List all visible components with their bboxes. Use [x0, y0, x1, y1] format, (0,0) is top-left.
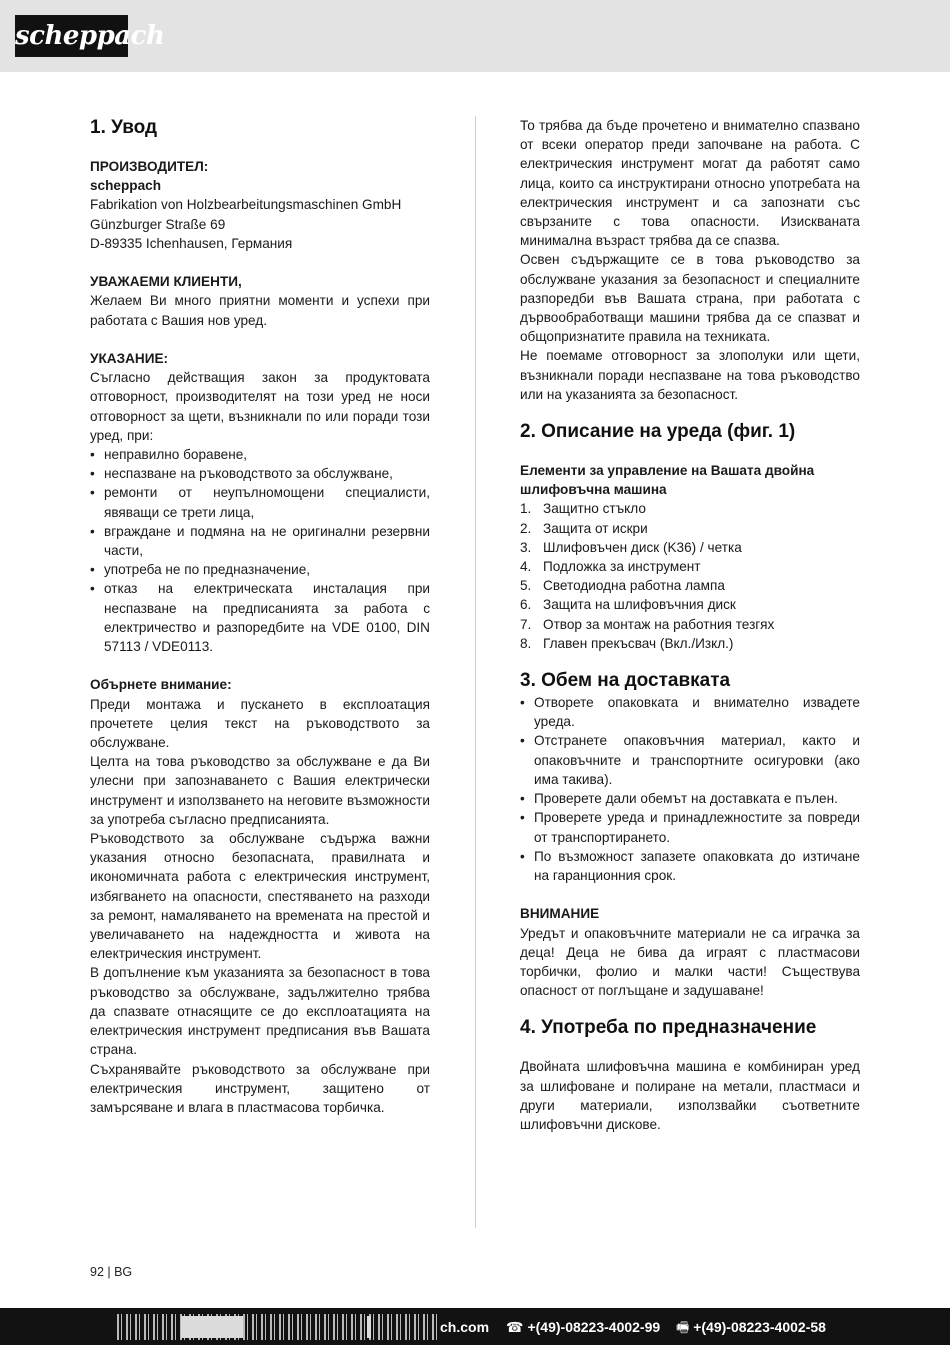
list-item: • ремонти от неупълномощени специалисти, явяващи се трети лица, — [90, 483, 430, 521]
right-column — [520, 116, 860, 1134]
warning-text: Уредът и опаковъчните материали не са играчка за деца! Деца не бива да играят с пластмасови торбички, фолио и малки части! Съществува опасност от поглъщане и задушаване! — [520, 925, 860, 999]
list-item: • Проверете уреда и принадлежностите за повреди от транспортирането. — [520, 808, 860, 846]
list-item: • неспазване на ръководството за обслужване, — [90, 464, 430, 483]
list-item: 1. Защитно стъкло — [520, 501, 646, 517]
attention-paragraph: Целта на това ръководство за обслужване е да Ви улесни при запознаването с Вашия електрически инструмент и използването на неговите възможности за употреба съгласно предписанията. — [90, 754, 430, 827]
customers-text: Желаем Ви много приятни моменти и успехи при работата с Вашия нов уред. — [90, 293, 430, 328]
notice-text: Съгласно действащия закон за продуктовата отговорност, производителят на този уред не носи отговорност за щети, възникнали по или поради този уред, при: — [90, 370, 430, 443]
customers-label: УВАЖАЕМИ КЛИЕНТИ, — [90, 274, 242, 290]
list-item: • По възможност запазете опаковката до изтичане на гаранционния срок. — [520, 847, 860, 885]
column-divider — [475, 116, 476, 1228]
manufacturer-line: D-89335 Ichenhausen, Германия — [90, 235, 293, 251]
list-item: • употреба не по предназначение, — [90, 560, 430, 579]
list-item: 3. Шлифовъчен диск (K36) / четка — [520, 539, 742, 555]
fax-contact: 🖷 +(49)-08223-4002-58 — [676, 1319, 826, 1335]
manufacturer-line: Günzburger Straße 69 — [90, 216, 226, 232]
attention-label: Обърнете внимание: — [90, 677, 232, 693]
intro-continued: То трябва да бъде прочетено и внимателно спазвано от всеки оператор преди започване на работа. С електрическия инструмент могат да работят само лица, които са инструктирани относно употребата на електрическия инструмент и са запознати със свързаните с това опасности. Изискваната минимална възраст трябва да се спазва. — [520, 118, 860, 249]
list-item: 2. Защита от искри — [520, 520, 648, 536]
attention-paragraph: Преди монтажа и пускането в експлоатация прочетете целия текст на ръководството за обслужване. — [90, 696, 430, 751]
barcode-image — [117, 1314, 437, 1340]
list-item: 7. Отвор за монтаж на работния тезгях — [520, 616, 775, 632]
page-number: 92 | BG — [90, 1265, 133, 1279]
controls-label: Елементи за управление на Вашата двойна шлифовъчна машина — [520, 463, 815, 498]
attention-paragraph: В допълнение към указанията за безопасност в това ръководство за обслужване, задължително трябва да спазвате отнасящите се до експлоатацията на електрическия инструмент предписания във Вашата страна. — [90, 965, 430, 1058]
notice-label: УКАЗАНИЕ: — [90, 351, 169, 366]
footer-bar — [0, 1308, 950, 1345]
manufacturer-line: Fabrikation von Holzbearbeitungsmaschinen GmbH — [90, 197, 402, 213]
list-item: • неправилно боравене, — [90, 445, 430, 464]
list-item: • вграждане и подмяна на не оригинални резервни части, — [90, 522, 430, 560]
intro-continued: Освен съдържащите се в това ръководство за обслужване указания за безопасност и специалните разпоредби във Вашата страна, при работата с дървообработващи машини трябва да се спазват и общопризнатите правила на техниката. — [520, 252, 860, 345]
section-heading-intro: 1. Увод — [90, 117, 158, 138]
list-item: • Отворете опаковката и внимателно извадете уреда. — [520, 693, 860, 731]
list-item: 4. Подложка за инструмент — [520, 559, 701, 575]
list-item: • Проверете дали обемът на доставката е пълен. — [520, 789, 860, 808]
warning-label: ВНИМАНИЕ — [520, 906, 600, 922]
attention-paragraph: Съхранявайте ръководството за обслужване при електрическия инструмент, защитено от замърсяване и влага в пластмасова торбичка. — [90, 1061, 430, 1115]
list-item: • Отстранете опаковъчния материал, както и опаковъчните и транспортните осигуровки (ако има такива). — [520, 731, 860, 789]
list-item: 6. Защита на шлифовъчния диск — [520, 597, 736, 613]
section-heading-use: 4. Употреба по предназначение — [520, 1017, 817, 1039]
list-item: 8. Главен прекъсвач (Вкл./Изкл.) — [520, 635, 734, 651]
phone-icon: ☎ — [506, 1319, 524, 1335]
list-item: 5. Светодиодна работна лампа — [520, 578, 725, 594]
manufacturer-name: scheppach — [90, 178, 162, 194]
notice-list — [90, 445, 430, 656]
manufacturer-label: ПРОИЗВОДИТЕЛ: — [90, 159, 209, 174]
list-item: • отказ на електрическата инсталация при неспазване на предписанията за работа с електричество и разпоредбите на VDE 0100, DIN 57113 / VDE0113. — [90, 579, 430, 656]
website-text: ch.com — [440, 1319, 490, 1335]
controls-list — [520, 499, 860, 653]
section-heading-description: 2. Описание на уреда (фиг. 1) — [520, 421, 796, 443]
header-bar — [0, 0, 950, 72]
intro-continued: Не поемаме отговорност за злополуки или щети, възникнали поради неспазване на това ръководство или на указанията за безопасност. — [520, 348, 860, 402]
section-heading-delivery: 3. Обем на доставката — [520, 670, 731, 692]
use-text: Двойната шлифовъчна машина е комбиниран уред за шлифоване и полиране на метали, пластмаси и други материали, използвайки съответните шлифовъчни дискове. — [520, 1059, 860, 1132]
fax-icon: 🖷 — [676, 1319, 690, 1335]
attention-paragraph: Ръководството за обслужване съдържа важни указания относно безопасната, правилната и икономичната работа с електрическия инструмент, избягването на опасности, спестяването на разходи за ремонт, намаляването на времената на престой и увеличаването на надеждността и живота на електрическия инструмент. — [90, 831, 430, 962]
left-column — [90, 116, 430, 1117]
delivery-list — [520, 693, 860, 885]
phone-contact: ☎ +(49)-08223-4002-99 — [506, 1319, 661, 1335]
scheppach-logo: scheppach — [15, 15, 128, 57]
